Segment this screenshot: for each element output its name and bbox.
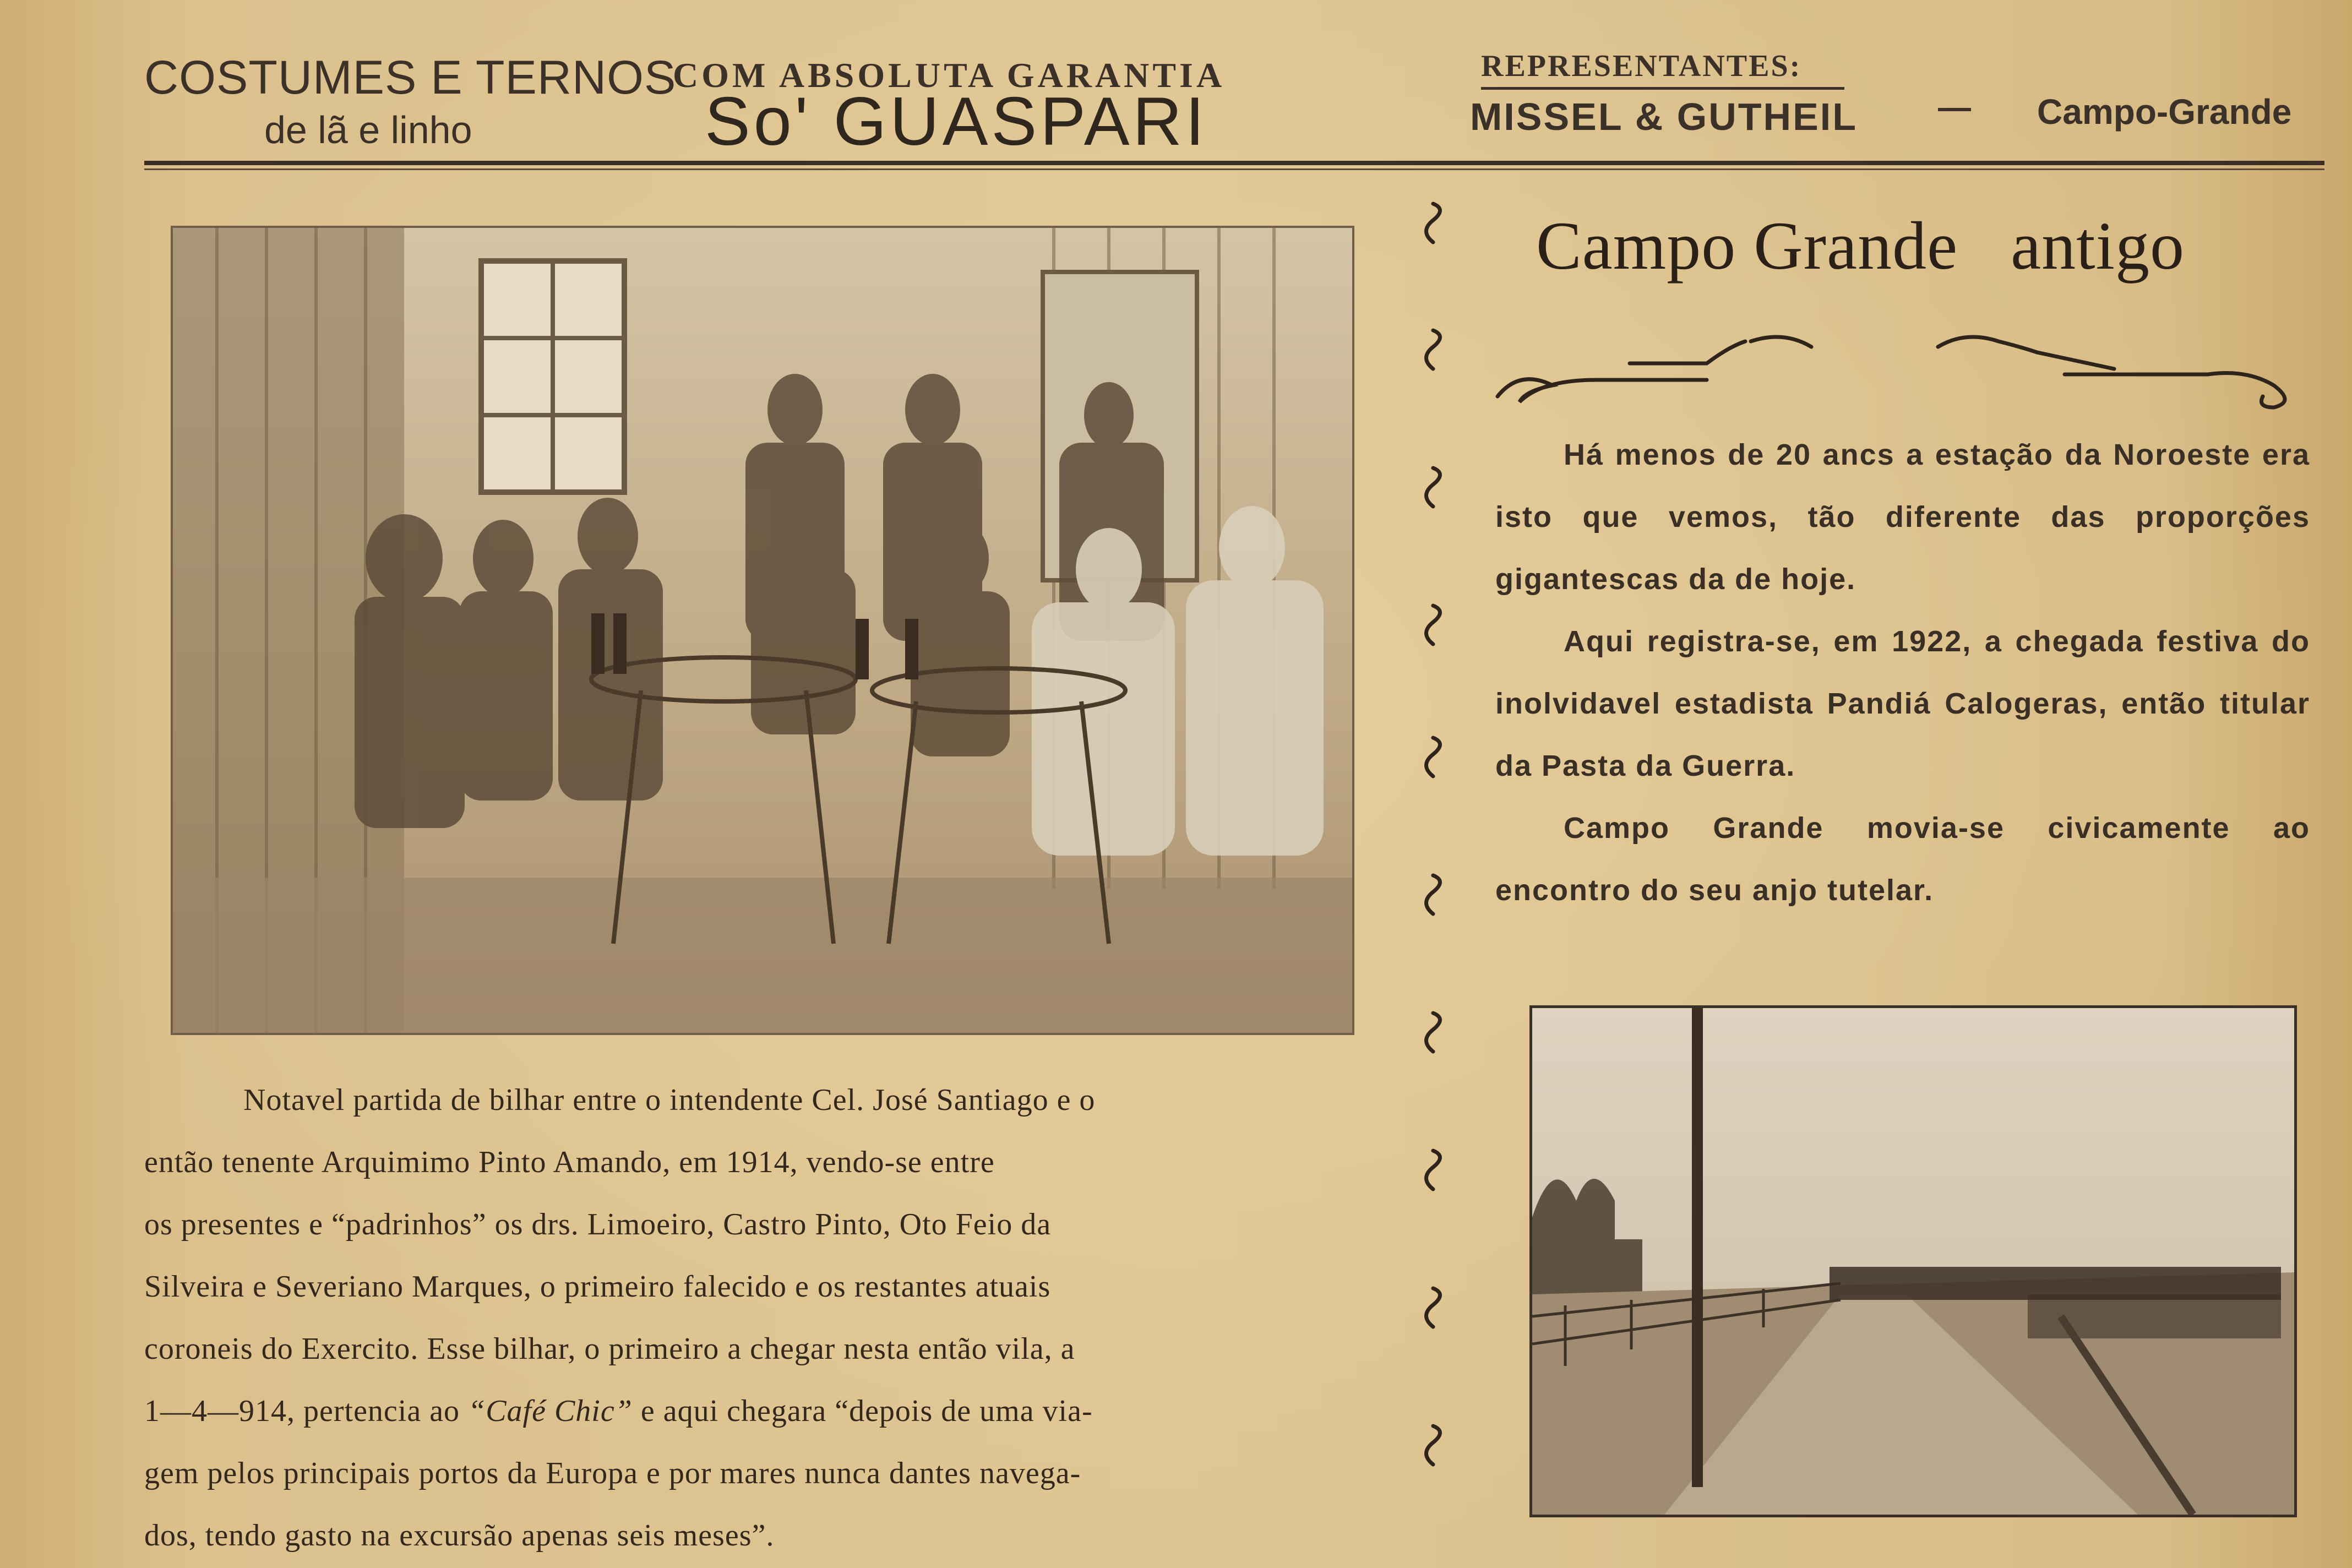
ad-left-headline: COSTUMES E TERNOS: [144, 51, 677, 104]
caption-fragment: 1—4—914, pertencia ao: [144, 1394, 460, 1428]
article-paragraph: Há menos de 20 ancs a estação da Noroeste era isto que vemos, tão diferente das proporções gigantescas da de hoje.: [1495, 438, 2310, 596]
masthead-rule-thin: [144, 168, 2324, 170]
ad-center-tagline: COM ABSOLUTA GARANTIA: [673, 56, 1226, 95]
column-divider-ornaments: [1419, 193, 1458, 1525]
station-photo-drawing: [1532, 1008, 2294, 1515]
article-body: [1495, 424, 2310, 922]
masthead-rule-thick: [144, 161, 2324, 165]
caption-line: coroneis do Exercito. Esse bilhar, o primeiro a chegar nesta então vila, a: [144, 1332, 1075, 1366]
caption-line: os presentes e “padrinhos” os drs. Limoeiro, Castro Pinto, Oto Feio da: [144, 1207, 1052, 1242]
article-paragraph: Campo Grande movia-se civicamente ao encontro do seu anjo tutelar.: [1495, 812, 2310, 907]
caption-line: gem pelos principais portos da Europa e por mares nunca dantes navega-: [144, 1456, 1081, 1490]
group-photo-billiard: [171, 226, 1354, 1035]
caption-line: Notavel partida de bilhar entre o intendente Cel. José Santiago e o: [243, 1083, 1096, 1117]
cafe-chic-name: “Café Chic”: [468, 1394, 633, 1428]
ad-right-underline: [1481, 87, 1844, 90]
title-flourish: [1487, 308, 2323, 418]
ad-right-heading: REPRESENTANTES:: [1481, 49, 1802, 83]
caption-line: dos, tendo gasto na excursão apenas seis meses”.: [144, 1518, 775, 1553]
caption-line: então tenente Arquimimo Pinto Amando, em 1914, vendo-se entre: [144, 1145, 995, 1179]
photo-caption: [144, 1069, 1373, 1567]
ad-left-subline: de lã e linho: [264, 108, 472, 151]
group-photo-drawing: [173, 228, 1352, 1033]
caption-line-mixed: [144, 1380, 1373, 1442]
caption-fragment: e aqui chegara “depois de uma via-: [640, 1394, 1093, 1428]
ad-right-separator: —: [1938, 89, 1971, 126]
ad-center-brand: So' GUASPARI: [705, 84, 1208, 160]
caption-line: Silveira e Severiano Marques, o primeiro falecido e os restantes atuais: [144, 1270, 1051, 1304]
article-paragraph: Aqui registra-se, em 1922, a chegada festiva do inolvidavel estadista Pandiá Calogeras, então titular da Pasta da Guerra.: [1495, 625, 2310, 782]
ad-right-company: MISSEL & GUTHEIL: [1470, 95, 1858, 138]
article-title: Campo Grande antigo: [1536, 208, 2185, 284]
station-crowd-photo: [1529, 1005, 2297, 1517]
ad-right-city: Campo-Grande: [2037, 92, 2292, 132]
